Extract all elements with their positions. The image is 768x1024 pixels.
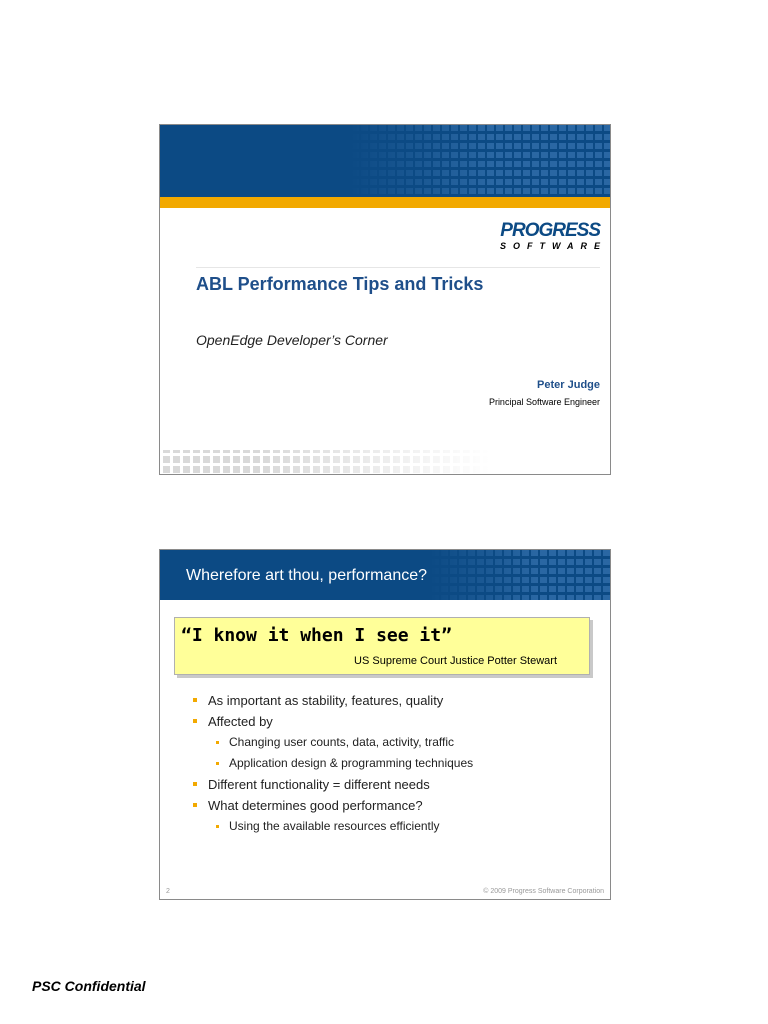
page-number: 2 — [166, 888, 170, 895]
confidential-label: PSC Confidential — [32, 978, 146, 994]
content-slide — [159, 549, 611, 900]
presentation-subtitle: OpenEdge Developer’s Corner — [196, 332, 388, 348]
quote-attribution: US Supreme Court Justice Potter Stewart — [354, 655, 557, 667]
author-role: Principal Software Engineer — [488, 397, 600, 407]
gold-stripe — [160, 197, 610, 208]
list-item: Affected by — [190, 711, 600, 732]
copyright-notice: © 2009 Progress Software Corporation — [483, 888, 604, 895]
list-item: Using the available resources efficiently — [190, 816, 600, 837]
slide-header-banner — [160, 125, 610, 197]
bullet-list — [190, 690, 600, 837]
slide-header-banner — [160, 550, 610, 600]
author-name: Peter Judge — [537, 379, 600, 391]
list-item: What determines good performance? — [190, 795, 600, 816]
progress-software-logo: PROGRESS SOFTWARE — [500, 220, 607, 251]
title-slide — [159, 124, 611, 475]
list-item: Changing user counts, data, activity, traffic — [190, 732, 600, 753]
list-item: Different functionality = different needs — [190, 774, 600, 795]
list-item: As important as stability, features, quality — [190, 690, 600, 711]
quote-callout — [174, 617, 590, 675]
list-item: Application design & programming techniques — [190, 753, 600, 774]
divider — [196, 267, 600, 268]
quote-text: “I know it when I see it” — [181, 625, 452, 646]
presentation-title: ABL Performance Tips and Tricks — [196, 274, 484, 294]
slide-title: Wherefore art thou, performance? — [186, 567, 428, 584]
